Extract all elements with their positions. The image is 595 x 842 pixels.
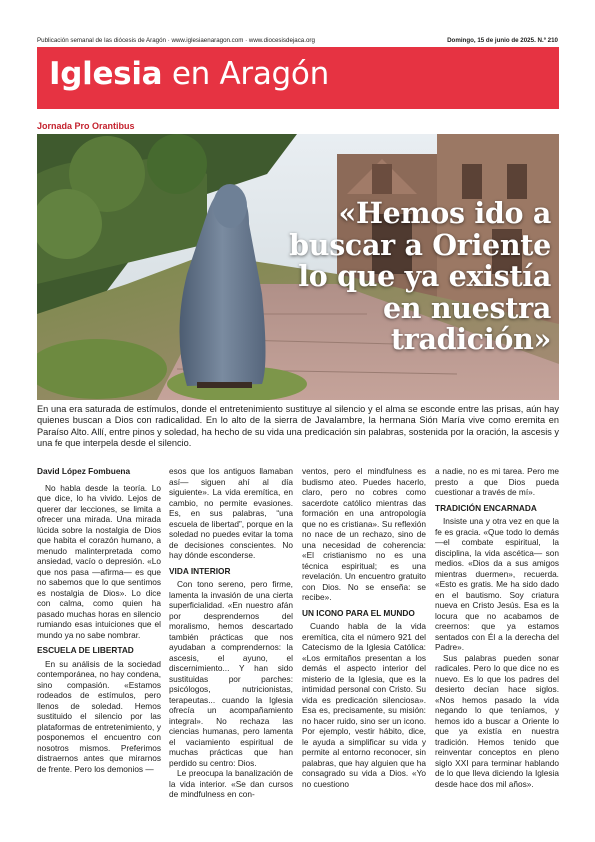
section-kicker: Jornada Pro Orantibus (37, 121, 135, 131)
subheading: UN ICONO PARA EL MUNDO (302, 607, 415, 618)
article-body (37, 466, 559, 816)
paragraph: Con tono sereno, pero firme, lamenta la invasión de una cierta superficialidad. «En nuestro afán por desprendernos del moralismo, hemos descartado también prácticas que nos ayudaban a comprendernos: la ascesis, el ayuno, el discernimiento... Y han sido sustituidas por parches: psicólogos, nutricionistas, terapeutas... cuando la Iglesia ofrecía un acompañamiento integral». No rechaza las ciencias humanas, pero lamenta el vaciamiento espiritual de muchas prácticas que han perdido su centro: Dios. (169, 579, 293, 768)
column-4 (435, 466, 559, 789)
subheading: VIDA INTERIOR (169, 565, 231, 576)
date-issue: Domingo, 15 de junio de 2025. N.º 210 (447, 37, 558, 44)
brand-bold: Iglesia (49, 56, 163, 92)
paragraph: No habla desde la teoría. Lo que dice, lo ha vivido. Lejos de querer dar lecciones, se limita a ofrecer una mirada. Una mirada lúcida sobre la nostalgia de Dios que habita el corazón humano, a menudo malinterpretada como ansiedad, vacío o depresión. «Lo que nos pasa —afirma— es que no sabemos que lo que sentimos es nostalgia de Dios». Lo dice con calma, como quien ha pasado muchas horas en silencio rumiando esas intuiciones que el mundo ya no sabe nombrar. (37, 482, 161, 640)
paragraph: esos que los antiguos llamaban así— siguen ahí al día siguiente». La vida eremítica, en cambio, no permite evasiones. Es, en sus palabras, “una escuela de libertad”, porque en la soledad no puedes evitar la toma de decisiones conscientes. No hay dónde esconderse. (169, 466, 293, 560)
subheading: ESCUELA DE LIBERTAD (37, 645, 134, 655)
top-info-line (37, 37, 558, 47)
paragraph: En su análisis de la sociedad contemporánea, no hay condena, sino compasión. «Estamos rodeados de estímulos, pero llenos de soledad. Hemos sustituido el silencio por las plataformas de entretenimiento, y posponemos el encuentro con nosotros mismos. Preferimos distraernos antes que mirarnos de frente. Pero los demonios — (37, 658, 161, 774)
paragraph: Sus palabras pueden sonar radicales. Pero lo que dice no es nuevo. Es lo que los padres del desierto decían hace siglos. «Nos hemos pasado la vida negando lo que teníamos, y hemos ido a buscar a Oriente lo que ya existía en nuestra tradición. Hemos tenido que reinventar conceptos en pleno siglo XXI para terminar hablando de lo que lleva diciendo la Iglesia desde hace dos mil años». (435, 652, 559, 789)
publication-line: Publicación semanal de las diócesis de Aragón · www.iglesiaenaragon.com · www.diocesisdejaca.org (37, 37, 315, 44)
column-2 (169, 466, 293, 800)
lead-paragraph: En una era saturada de estímulos, donde el entretenimiento sustituye al silencio y el alma se esconde entre las prisas, aún hay quienes buscan a Dios con radicalidad. En lo alto de la sierra de Javalambre, la hermana Sión María vive como eremita en Paraíso Alto. Allí, entre pinos y soledad, ha hecho de su vida una predicación sin palabras, sostenida por la oración, la ascesis y una fe que interpela desde el silencio. (37, 404, 559, 449)
hero-photo (37, 134, 559, 400)
byline: David López Fombuena (37, 466, 131, 476)
paragraph: ventos, pero el mindfulness es budismo ateo. Puedes hacerlo, claro, pero no cobres como sacerdote católico mientras das formación en una antropología que no es cristiana». Su reflexión no nace de un rechazo, sino de una necesidad de coherencia: «El cristianismo no es una técnica espiritual; es una revelación. Un encuentro gratuito con Dios. No se enseña: se recibe». (302, 466, 426, 602)
paragraph: Cuando habla de la vida eremítica, cita el número 921 del Catecismo de la Iglesia Católica: «Los ermitaños presentan a los demás el aspecto interior del misterio de la Iglesia, que es la intimidad personal con Cristo. Su vida es predicación silenciosa». Esa es, precisamente, su misión: no hacer ruido, sino ser un icono. Por ejemplo, vestir hábito, dice, le ayuda a simplificar su vida y permite al entorno reconocer, sin palabras, que hay alguien que ha consagrado su vida a Dios. «Yo no cuestiono (302, 621, 426, 789)
brand-rest: en Aragón (162, 56, 329, 92)
column-3 (302, 466, 426, 789)
column-1 (37, 466, 161, 774)
paragraph: Insiste una y otra vez en que la fe es gracia. «Que todo lo demás —el combate espiritual, la disciplina, la vida ascética— son medios. «Dios da a sus amigos mientras duermen», recuerda. «Esto es gratis. Me ha sido dado en el bautismo. Soy criatura nueva en Cristo Jesús. Esa es la locura que no acabamos de creernos: que ya estamos sentados con Él a la derecha del Padre». (435, 516, 559, 652)
masthead-logo[interactable] (49, 56, 329, 92)
paragraph: Le preocupa la banalización de la vida interior. «Se dan cursos de mindfulness en con- (169, 768, 293, 799)
masthead (37, 47, 559, 109)
paragraph: a nadie, no es mi tarea. Pero me presto a que Dios pueda cuestionar a través de mí». (435, 466, 559, 497)
subheading: TRADICIÓN ENCARNADA (435, 502, 537, 513)
headline: «Hemos ido a buscar a Oriente lo que ya existía en nuestra tradición» (289, 196, 551, 356)
